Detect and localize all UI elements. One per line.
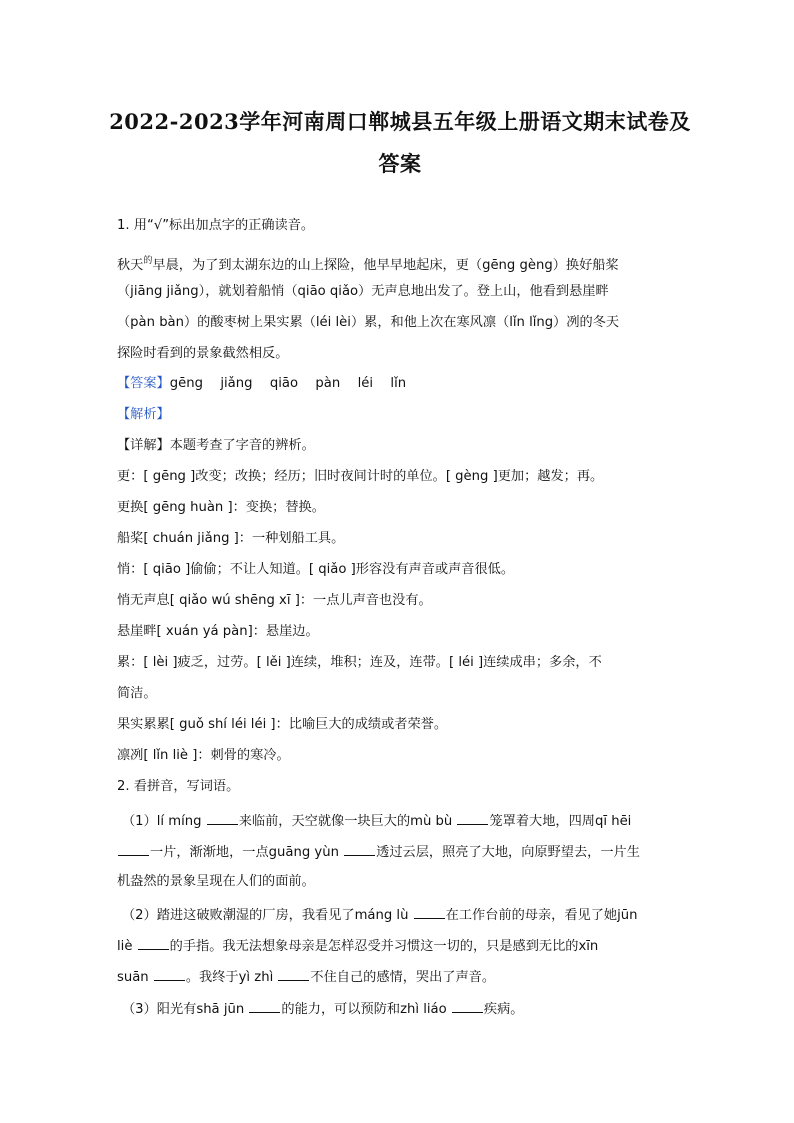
explanation-item: 更：[ gēng ]改变；改换；经历；旧时夜间计时的单位。[ gèng ]更加；越发；再。 [117, 469, 604, 484]
question-2-part-1-line-1: （1）lí míng 来临前，天空就像一块巨大的mù bù 笼罩着大地，四周qī hēi [122, 814, 632, 829]
answer-blank[interactable] [138, 937, 169, 950]
question-2-part-2-line-2: liè 的手指。我无法想象母亲是怎样忍受并习惯这一切的，只是感到无比的xīn [117, 939, 599, 954]
question-2-part-1-line-3: 机盎然的景象呈现在人们的面前。 [117, 874, 315, 889]
question-2-part-3-line-1: （3）阳光有shā jūn 的能力，可以预防和zhì liáo 疾病。 [122, 1002, 524, 1017]
question-1-passage-line-3: （pàn bàn）的酸枣树上果实累（léi lèi）累，和他上次在寒风凛（lǐn lǐng）冽的冬天 [117, 315, 620, 330]
question-2-prompt: 2. 看拼音，写词语。 [117, 779, 240, 794]
answer-blank[interactable] [452, 1000, 483, 1013]
document-title-line-2: 答案 [378, 151, 422, 176]
explanation-item: 凛冽[ lǐn liè ]：刺骨的寒冷。 [117, 748, 290, 763]
question-2-part-2-line-1: （2）踏进这破败潮湿的厂房，我看见了máng lù 在工作台前的母亲，看见了她jūn [122, 908, 638, 923]
detail-line: 【详解】本题考查了字音的辨析。 [117, 438, 315, 453]
answer-blank[interactable] [118, 843, 149, 856]
question-1-prompt: 1. 用“√”标出加点字的正确读音。 [117, 218, 315, 233]
explanation-item: 更换[ gēng huàn ]：变换；替换。 [117, 500, 325, 515]
answer-blank[interactable] [457, 812, 488, 825]
explanation-item: 累：[ lèi ]疲乏，过劳。[ lěi ]连续，堆积；连及，连带。[ léi ]连续成串；多余，不 [117, 655, 602, 670]
explanation-item: 简洁。 [117, 686, 157, 701]
document-title-line-1: 2022-2023学年河南周口郸城县五年级上册语文期末试卷及 [109, 109, 691, 134]
answer-blank[interactable] [249, 1000, 280, 1013]
answer-blank[interactable] [344, 843, 375, 856]
answer-blank[interactable] [154, 968, 185, 981]
explanation-item: 果实累累[ guǒ shí léi léi ]：比喻巨大的成绩或者荣誉。 [117, 717, 448, 732]
question-1-passage-line-2: （jiāng jiǎng），就划着船悄（qiāo qiǎo）无声息地出发了。登上山，他看到悬崖畔 [117, 284, 609, 299]
analysis-tag: 【解析】 [117, 407, 170, 422]
answer-text: gēng jiǎng qiāo pàn léi lǐn [169, 376, 407, 391]
question-1-passage-line-1: 秋天$^的$早晨，为了到太湖东边的山上探险，他早早地起床，更（gēng gèng）换好船桨 [117, 256, 619, 273]
answer-line [117, 376, 406, 392]
answer-blank[interactable] [278, 968, 309, 981]
question-2-part-2-line-3: suān 。我终于yì zhì 不住自己的感情，哭出了声音。 [117, 970, 496, 985]
answer-tag: 【答案】 [117, 376, 170, 391]
explanation-item: 悬崖畔[ xuán yá pàn]：悬崖边。 [117, 624, 319, 639]
question-1-passage-line-4: 探险时看到的景象截然相反。 [117, 346, 289, 361]
answer-blank[interactable] [207, 812, 238, 825]
explanation-item: 悄无声息[ qiǎo wú shēng xī ]：一点儿声音也没有。 [117, 593, 432, 608]
answer-blank[interactable] [414, 906, 445, 919]
explanation-item: 船桨[ chuán jiǎng ]：一种划船工具。 [117, 531, 345, 546]
question-2-part-1-line-2: 一片，渐渐地，一点guāng yùn 透过云层，照亮了大地，向原野望去，一片生 [117, 843, 640, 861]
explanation-item: 悄：[ qiāo ]偷偷；不让人知道。[ qiǎo ]形容没有声音或声音很低。 [117, 562, 515, 577]
